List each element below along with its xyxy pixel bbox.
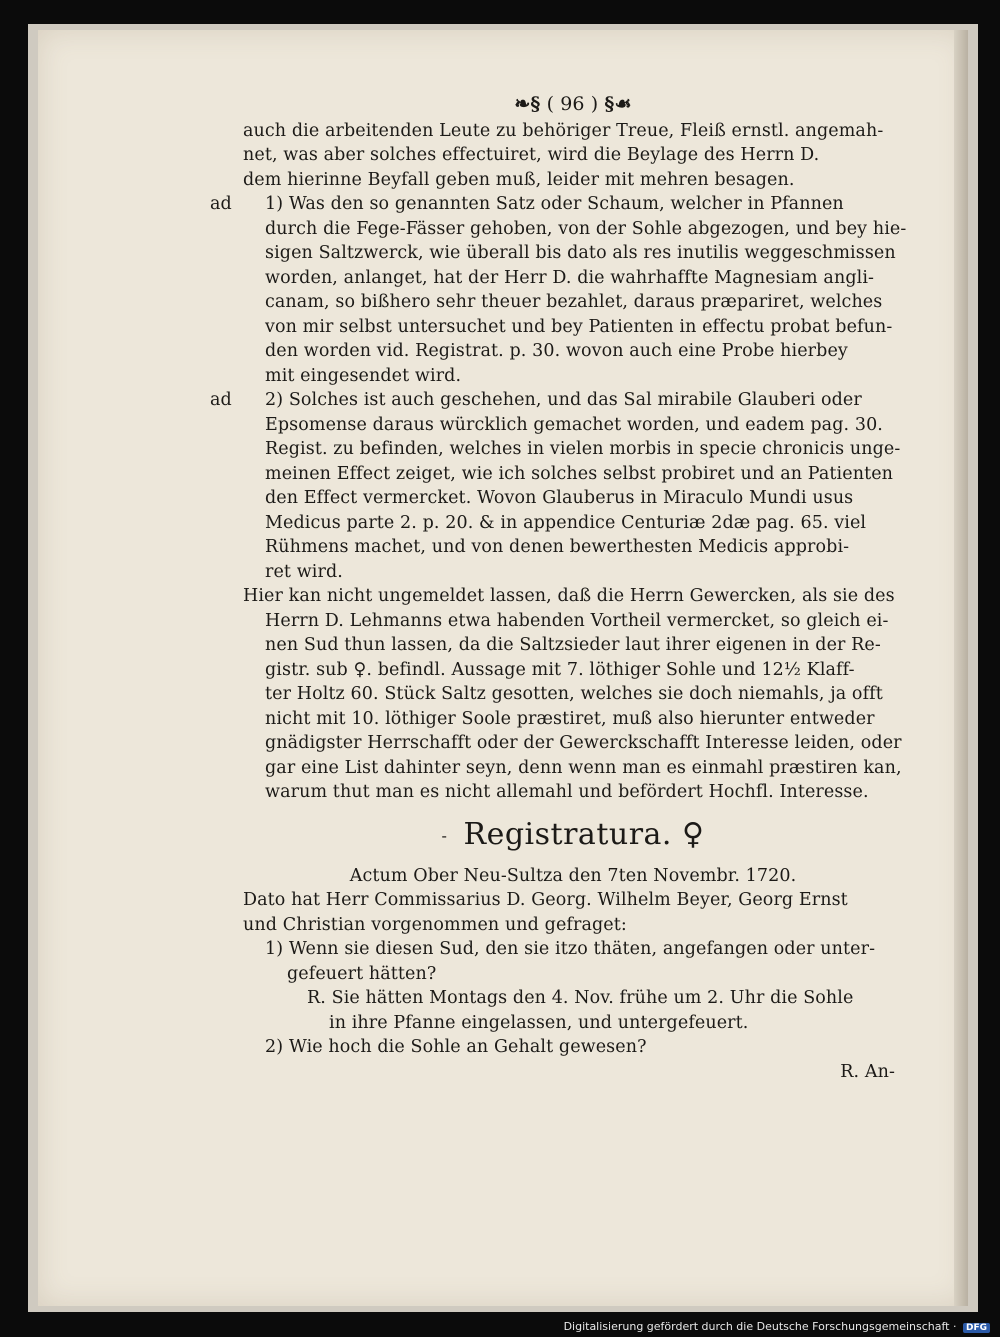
text-line: nen Sud thun lassen, da die Saltzsieder laut ihrer eigenen in der Re-: [265, 635, 881, 655]
text-line: durch die Fege-Fässer gehoben, von der Sohle abgezogen, und bey hie-: [265, 218, 907, 239]
text-line: Rühmens machet, und von denen bewerthesten Medicis approbi-: [265, 537, 850, 557]
text-line: gistr. sub ♀. befindl. Aussage mit 7. löthiger Sohle und 12½ Klaff-: [265, 659, 855, 680]
venus-symbol-icon: ♀: [682, 816, 705, 852]
text-line: in ihre Pfanne eingelassen, und untergefeuert.: [329, 1012, 749, 1033]
actum-line: Actum Ober Neu-Sultza den 7ten Novembr. 1720.: [349, 865, 797, 886]
text-line: net, was aber solches effectuiret, wird die Beylage des Herrn D.: [243, 145, 820, 165]
text-line: Epsomense daraus würcklich gemachet worden, und eadem pag. 30.: [265, 414, 883, 435]
text-line: gefeuert hätten?: [287, 963, 437, 984]
text-line: gar eine List dahinter seyn, denn wenn man es einmahl præstiren kan,: [265, 757, 902, 778]
text-line: Dato hat Herr Commissarius D. Georg. Wilhelm Beyer, Georg Ernst: [243, 890, 848, 910]
text-line: nicht mit 10. löthiger Soole præstiret, muß also hierunter entweder: [265, 708, 875, 729]
text-line: canam, so bißhero sehr theuer bezahlet, daraus præpariret, welches: [265, 292, 883, 312]
text-line: ret wird.: [265, 561, 343, 582]
page-spine: [954, 30, 968, 1306]
page-header: [243, 92, 903, 117]
dato-paragraph: [243, 888, 903, 937]
text-line: auch die arbeitenden Leute zu behöriger Treue, Fleiß ernstl. angemah-: [243, 120, 884, 141]
text-line: sigen Saltzwerck, wie überall bis dato als res inutilis weggeschmissen: [265, 243, 896, 263]
text-line: ter Holtz 60. Stück Saltz gesotten, welches sie doch niemahls, ja offt: [265, 684, 883, 704]
text-line: gnädigster Herrschafft oder der Gewerckschafft Interesse leiden, oder: [265, 733, 902, 753]
section-title-text: Registratura.: [463, 816, 672, 852]
footer-credit: Digitalisierung gefördert durch die Deutsche Forschungsgemeinschaft ·: [563, 1320, 957, 1333]
text-line: worden, anlanget, hat der Herr D. die wahrhaffte Magnesiam angli-: [265, 267, 875, 288]
paragraph-intro: [243, 119, 903, 193]
page-text: [210, 92, 907, 1084]
paragraph-ad-1: [210, 192, 907, 388]
ad-label: ad: [210, 390, 232, 410]
section-title: [243, 813, 903, 858]
question-1: [243, 937, 903, 986]
ornament-left-icon: ❧§: [514, 93, 541, 115]
text-line: R. Sie hätten Montags den 4. Nov. frühe um 2. Uhr die Sohle: [307, 988, 854, 1008]
question-2: 2) Wie hoch die Sohle an Gehalt gewesen?: [265, 1037, 647, 1057]
text-line: Hier kan nicht ungemeldet lassen, daß die Herrn Gewercken, als sie des: [243, 586, 895, 606]
text-line: von mir selbst untersuchet und bey Patienten in effectu probat befun-: [265, 316, 893, 337]
text-line: den worden vid. Registrat. p. 30. wovon auch eine Probe hierbey: [265, 341, 848, 361]
text-line: 1) Was den so genannten Satz oder Schaum, welcher in Pfannen: [265, 194, 844, 214]
text-line: dem hierinne Beyfall geben muß, leider mit mehren besagen.: [243, 169, 795, 190]
text-line: 1) Wenn sie diesen Sud, den sie itzo thäten, angefangen oder unter-: [265, 939, 876, 959]
catchword: R. An-: [840, 1061, 895, 1082]
text-line: Herrn D. Lehmanns etwa habenden Vortheil vermercket, so gleich ei-: [265, 610, 889, 631]
text-line: Regist. zu befinden, welches in vielen morbis in specie chronicis unge-: [265, 439, 901, 459]
page-number: ( 96 ): [546, 93, 599, 115]
text-line: und Christian vorgenommen und gefraget:: [243, 914, 627, 935]
title-dash: -: [441, 825, 448, 845]
text-line: meinen Effect zeiget, wie ich solches selbst probiret und an Patienten: [265, 463, 894, 484]
digitization-footer: [0, 1320, 990, 1333]
paragraph-ad-2: [210, 388, 903, 584]
paragraph-hier: [243, 584, 903, 805]
text-line: warum thut man es nicht allemahl und befördert Hochfl. Interesse.: [265, 782, 869, 802]
text-line: den Effect vermercket. Wovon Glauberus in Miraculo Mundi usus: [265, 488, 854, 508]
dfg-logo-icon: DFG: [963, 1323, 990, 1333]
ad-label: ad: [210, 194, 232, 214]
text-line: 2) Solches ist auch geschehen, und das Sal mirabile Glauberi oder: [265, 390, 862, 410]
ornament-right-icon: §☙: [604, 93, 632, 115]
text-line: mit eingesendet wird.: [265, 365, 462, 386]
text-line: Medicus parte 2. p. 20. & in appendice Centuriæ 2dæ pag. 65. viel: [265, 512, 867, 533]
response-1: [243, 986, 903, 1035]
